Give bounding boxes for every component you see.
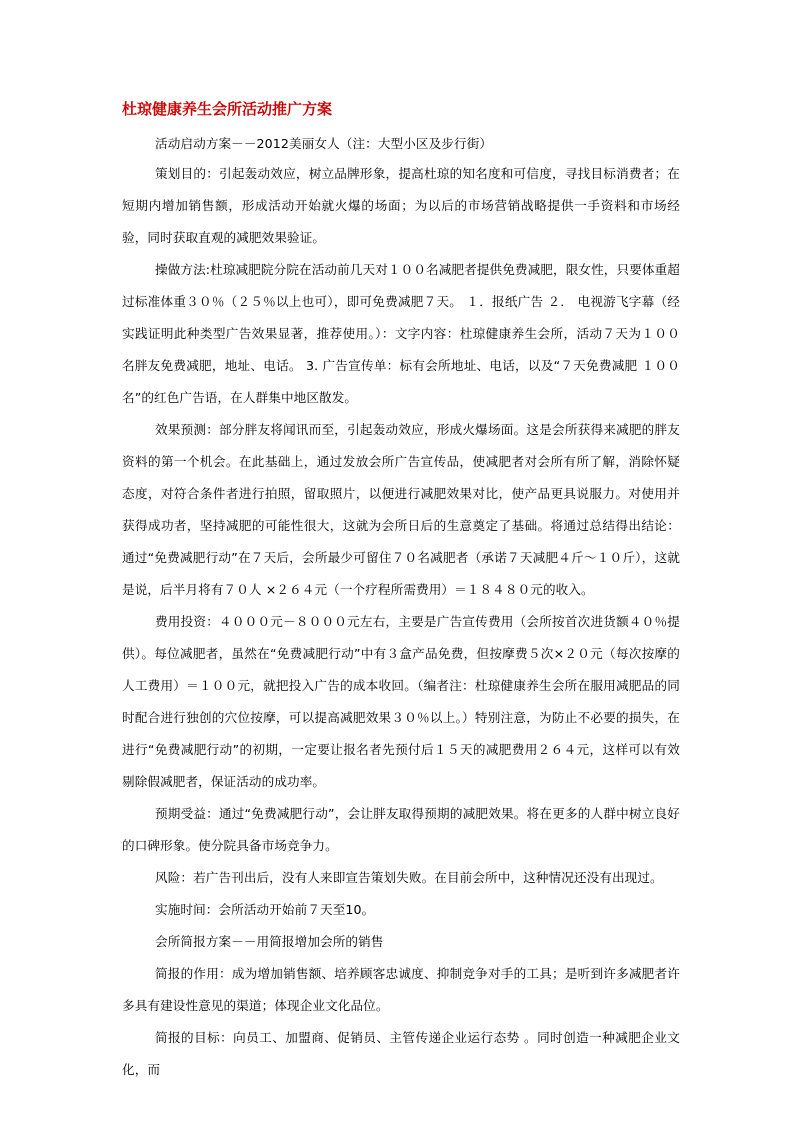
paragraph-risk: 风险：若广告刊出后，没有人来即宣告策划失败。在目前会所中，这种情况还没有出现过。	[155, 870, 663, 885]
paragraph-plan-heading: 活动启动方案－－2012美丽女人（注：大型小区及步行街）	[155, 136, 493, 151]
paragraph-newsletter-role: 简报的作用：成为增加销售额、培养顾客忠诚度、抑制竞争对手的工具；是听到许多减肥者许多具有建设性意见的渠道；体现企业文化品位。	[122, 966, 680, 1013]
document-title: 杜琼健康养生会所活动推广方案	[122, 100, 333, 118]
paragraph-benefit: 预期受益：通过“免费减肥行动”，会让胖友取得预期的减肥效果。将在更多的人群中树立良好的口碑形象。使分院具备市场竞争力。	[122, 806, 680, 853]
paragraph-newsletter-heading: 会所简报方案－－用简报增加会所的销售	[155, 934, 384, 949]
paragraph-method: 操做方法:杜琼减肥院分院在活动前几天对１００名减肥者提供免费减肥，限女性，只要体重超过标准体重３０％（２５％以上也可），即可免费减肥７天。 １．报纸广告 ２． 电视游飞字幕（经实践证明此种类型广告效果显著，推荐使用。）：文字内容：杜琼健康养生会所，活动７天为１００名胖友免费减肥，地址、电话。 3. 广告宣传单：标有会所地址、电话，以及“７天免费减肥 １００名”的红色广告语，在人群集中地区散发。	[122, 262, 680, 405]
paragraph-cost: 费用投资：４０００元－８０００元左右，主要是广告宣传费用（会所按首次进货额４０％提供）。每位减肥者，虽然在“免费减肥行动”中有３盒产品免费，但按摩费５次×２０元（每次按摩的人工费用）＝１００元，就把投入广告的成本收回。（编者注：杜琼健康养生会所在服用减肥品的同时配合进行独创的穴位按摩，可以提高减肥效果３０％以上。）特别注意，为防止不必要的损失，在进行“免费减肥行动”的初期，一定要让报名者先预付后１５天的减肥费用２６４元，这样可以有效剔除假减肥者，保证活动的成功率。	[122, 614, 680, 789]
paragraph-prediction: 效果预测：部分胖友将闻讯而至，引起轰动效应，形成火爆场面。这是会所获得来减肥的胖友资料的第一个机会。在此基础上，通过发放会所广告宣传品，使减肥者对会所有所了解，消除怀疑态度，对符合条件者进行拍照，留取照片，以便进行减肥效果对比，使产品更具说服力。对使用并获得成功者，坚持减肥的可能性很大，这就为会所日后的生意奠定了基础。将通过总结得出结论：通过“免费减肥行动”在７天后，会所最少可留住７０名减肥者（承诺７天减肥４斤～１０斤），这就是说，后半月将有７０人 ×２６４元（一个疗程所需费用）＝１８４８０元的收入。	[122, 422, 680, 597]
paragraph-schedule: 实施时间：会所活动开始前７天至10。	[155, 902, 375, 917]
paragraph-newsletter-goal: 简报的目标：向员工、加盟商、促销员、主管传递企业运行态势 。同时创造一种减肥企业文化，而	[122, 1030, 680, 1077]
paragraph-purpose: 策划目的：引起轰动效应，树立品牌形象，提高杜琼的知名度和可信度，寻找目标消费者；在短期内增加销售额，形成活动开始就火爆的场面；为以后的市场营销战略提供一手资料和市场经验，同时获取直观的减肥效果验证。	[122, 166, 680, 245]
